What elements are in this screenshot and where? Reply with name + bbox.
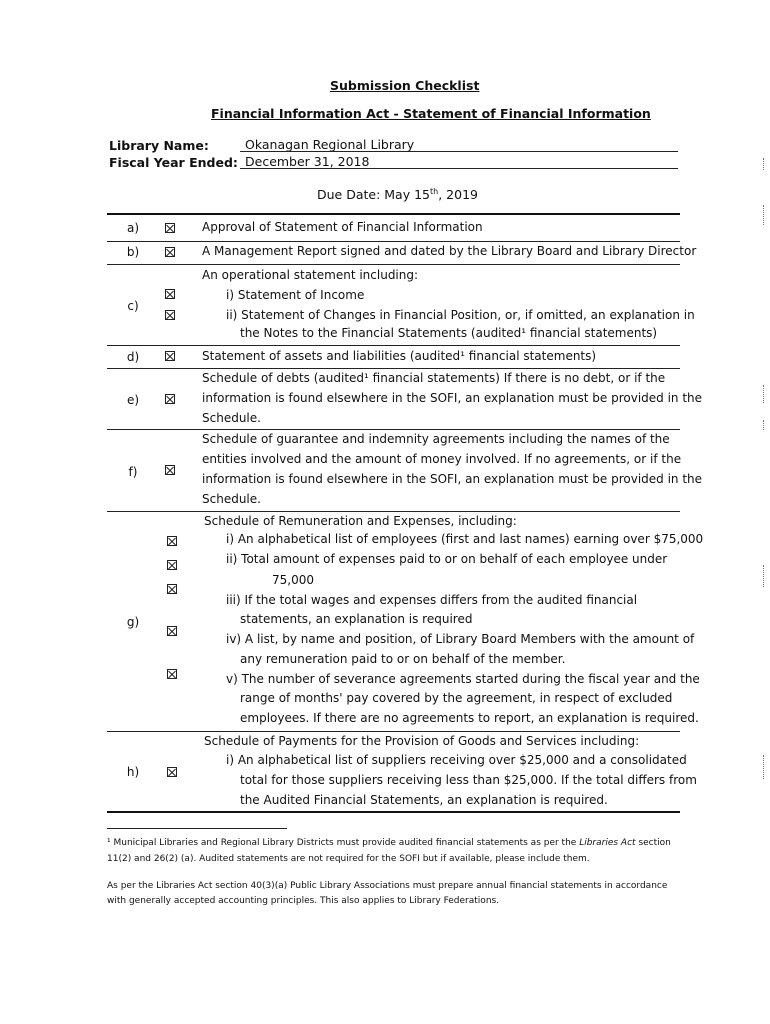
checked-box-icon: [165, 289, 175, 299]
row-text: entities involved and the amount of money involved. If no agreements, or if the: [202, 452, 682, 466]
row-divider: [107, 731, 680, 732]
fiscal-year-label: Fiscal Year Ended:: [109, 155, 238, 170]
row-letter: b): [126, 245, 140, 259]
checked-box-icon: [167, 669, 177, 679]
scan-artifact: [763, 565, 764, 587]
footnote-separator: [107, 828, 287, 829]
row-text: Schedule of debts (audited¹ financial statements) If there is no debt, or if the: [202, 371, 666, 385]
footnote-1-end: section: [635, 838, 671, 848]
row-text: A Management Report signed and dated by the Library Board and Library Director: [202, 244, 697, 258]
fiscal-year-value: December 31, 2018: [245, 154, 370, 169]
scan-artifact: [763, 385, 764, 403]
row-text: range of months' pay covered by the agreement, in respect of excluded: [240, 691, 673, 705]
library-name-value: Okanagan Regional Library: [245, 137, 415, 152]
row-text: total for those suppliers receiving less than $25,000. If the total differs from: [240, 773, 697, 787]
row-text: Approval of Statement of Financial Information: [202, 220, 483, 234]
row-text: Schedule.: [202, 492, 261, 506]
row-divider: [107, 241, 680, 242]
row-text: ii) Total amount of expenses paid to or on behalf of each employee under: [226, 552, 668, 566]
row-text: An operational statement including:: [202, 268, 419, 282]
row-letter: d): [126, 350, 140, 364]
row-text: Statement of assets and liabilities (audited¹ financial statements): [202, 349, 597, 363]
row-text: v) The number of severance agreements started during the fiscal year and the: [226, 672, 700, 686]
scan-artifact: [763, 420, 764, 430]
row-text: information is found elsewhere in the SOFI, an explanation must be provided in the: [202, 391, 703, 405]
table-bottom-rule: [107, 811, 680, 813]
due-date: [317, 187, 478, 202]
row-text: Schedule of guarantee and indemnity agreements including the names of the: [202, 432, 670, 446]
row-text: the Notes to the Financial Statements (audited¹ financial statements): [240, 326, 658, 340]
checked-box-icon: [165, 465, 175, 475]
library-name-underline: [240, 151, 678, 152]
row-text: statements, an explanation is required: [240, 612, 473, 626]
checked-box-icon: [167, 536, 177, 546]
footnote-1: [107, 838, 671, 848]
checked-box-icon: [165, 310, 175, 320]
page-subtitle: Financial Information Act - Statement of Financial Information: [211, 106, 651, 121]
row-text: the Audited Financial Statements, an explanation is required.: [240, 793, 608, 807]
footnote-1-text: ¹ Municipal Libraries and Regional Library Districts must provide audited financial statements as per the: [107, 838, 580, 848]
scan-artifact: [763, 158, 764, 170]
checked-box-icon: [167, 626, 177, 636]
due-date-sup: th: [430, 187, 439, 196]
footnote-2-line2: with generally accepted accounting principles. This also applies to Library Federations.: [107, 896, 500, 906]
row-text: any remuneration paid to or on behalf of the member.: [240, 652, 566, 666]
due-date-prefix: Due Date: May 15: [317, 187, 430, 203]
row-text: i) An alphabetical list of suppliers receiving over $25,000 and a consolidated: [226, 753, 687, 767]
due-date-suffix: , 2019: [438, 187, 478, 203]
checked-box-icon: [167, 584, 177, 594]
row-divider: [107, 368, 680, 369]
page-title: Submission Checklist: [330, 78, 480, 93]
row-text: Schedule.: [202, 411, 261, 425]
checked-box-icon: [165, 223, 175, 233]
table-top-rule: [107, 213, 680, 215]
row-text: employees. If there are no agreements to report, an explanation is required.: [240, 711, 699, 725]
row-text: i) Statement of Income: [226, 288, 365, 302]
row-text: i) An alphabetical list of employees (first and last names) earning over $75,000: [226, 532, 704, 546]
checked-box-icon: [165, 247, 175, 257]
row-text: iii) If the total wages and expenses differs from the audited financial: [226, 593, 638, 607]
checked-box-icon: [167, 560, 177, 570]
library-name-label: Library Name:: [109, 138, 209, 153]
row-letter: h): [126, 765, 140, 779]
row-letter: e): [126, 393, 140, 407]
scan-artifact: [763, 205, 764, 225]
row-text: Schedule of Payments for the Provision of Goods and Services including:: [204, 734, 640, 748]
fiscal-year-underline: [240, 168, 678, 169]
footnote-2-line1: As per the Libraries Act section 40(3)(a) Public Library Associations must prepare annual financial statements in accordance: [107, 881, 668, 891]
checked-box-icon: [167, 767, 177, 777]
checked-box-icon: [165, 394, 175, 404]
row-divider: [107, 345, 680, 346]
row-divider: [107, 429, 680, 430]
checked-box-icon: [165, 351, 175, 361]
row-text: ii) Statement of Changes in Financial Position, or, if omitted, an explanation in: [226, 308, 695, 322]
scan-artifact: [763, 755, 764, 779]
row-letter: c): [127, 299, 139, 313]
row-text: Schedule of Remuneration and Expenses, including:: [204, 514, 517, 528]
row-text: 75,000: [272, 573, 314, 587]
row-letter: f): [128, 465, 138, 479]
row-letter: a): [126, 221, 140, 235]
row-text: information is found elsewhere in the SOFI, an explanation must be provided in the: [202, 472, 703, 486]
row-divider: [107, 511, 680, 512]
footnote-1-italic: Libraries Act: [579, 838, 636, 848]
footnote-1-line2: 11(2) and 26(2) (a). Audited statements are not required for the SOFI but if available, please include them.: [107, 854, 590, 864]
row-text: iv) A list, by name and position, of Library Board Members with the amount of: [226, 632, 695, 646]
row-letter: g): [126, 615, 140, 629]
row-divider: [107, 264, 680, 265]
